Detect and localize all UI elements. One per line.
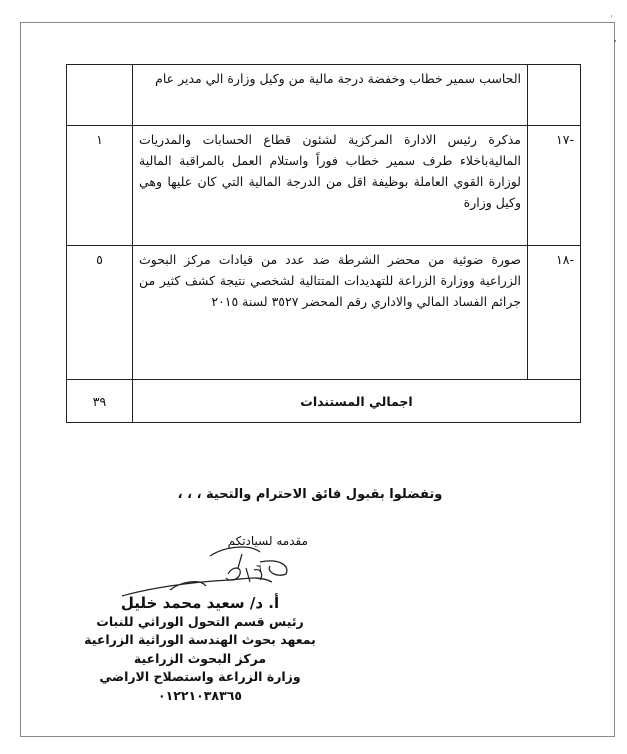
documents-table (66, 64, 581, 423)
row-description: مذكرة رئيس الادارة المركزية لشئون قطاع الحسابات والمدريات الماليةباخلاء طرف سمير خطاب فوراً واستلام العمل بالمراقبة المالية لوزارة القوي العاملة بوظيفة اقل من الدرجة المالية التي كان عليها وهي وكيل وزارة (133, 126, 528, 246)
signer-institute-line: بمعهد بحوث الهندسة الوراثية الزراعية (84, 632, 316, 647)
table-row (67, 65, 581, 126)
row-count (67, 65, 133, 126)
row-number: -١٨ (528, 246, 581, 380)
closing-salutation: وتفضلوا بقبول فائق الاحترام والتحية ، ، ، (177, 487, 443, 502)
row-number (528, 65, 581, 126)
table-total-row (67, 380, 581, 423)
signer-title-line: رئيس قسم التحول الوراثي للنبات (96, 613, 304, 629)
table-row (67, 126, 581, 246)
signer-phone: ٠١٢٢١٠٣٨٣٦٥ (158, 687, 242, 703)
row-description: الحاسب سمير خطاب وخفضة درجة مالية من وكيل وزارة الي مدير عام (133, 65, 528, 126)
svg-text:٦: ٦ (256, 562, 262, 575)
row-count: ١ (67, 126, 133, 246)
signer-name: أ. د/ سعيد محمد خليل (120, 594, 280, 612)
signature-block (84, 524, 390, 724)
row-description: صورة ضوئية من محضر الشرطة ضد عدد من قيادات مركز البحوث الزراعية ووزارة الزراعة للتهديدات المتتالية لشخصي نتيجة كشف كثير من جرائم الفساد المالي والاداري رقم المحضر ٣٥٢٧ لسنة ٢٠١٥ (133, 246, 528, 380)
scan-speck (614, 40, 616, 42)
corner-mark: ' (610, 14, 613, 25)
presented-by: مقدمه لسيادتكم (227, 534, 308, 548)
table-row (67, 246, 581, 380)
row-number: -١٧ (528, 126, 581, 246)
signer-ministry-line: وزارة الزراعة واستصلاح الاراضي (99, 669, 301, 684)
total-label: اجمالي المستندات (133, 380, 581, 423)
signature-details (50, 594, 350, 705)
row-count: ٥ (67, 246, 133, 380)
total-count: ٣٩ (67, 380, 133, 423)
signer-center-line: مركز البحوث الزراعية (133, 650, 267, 666)
